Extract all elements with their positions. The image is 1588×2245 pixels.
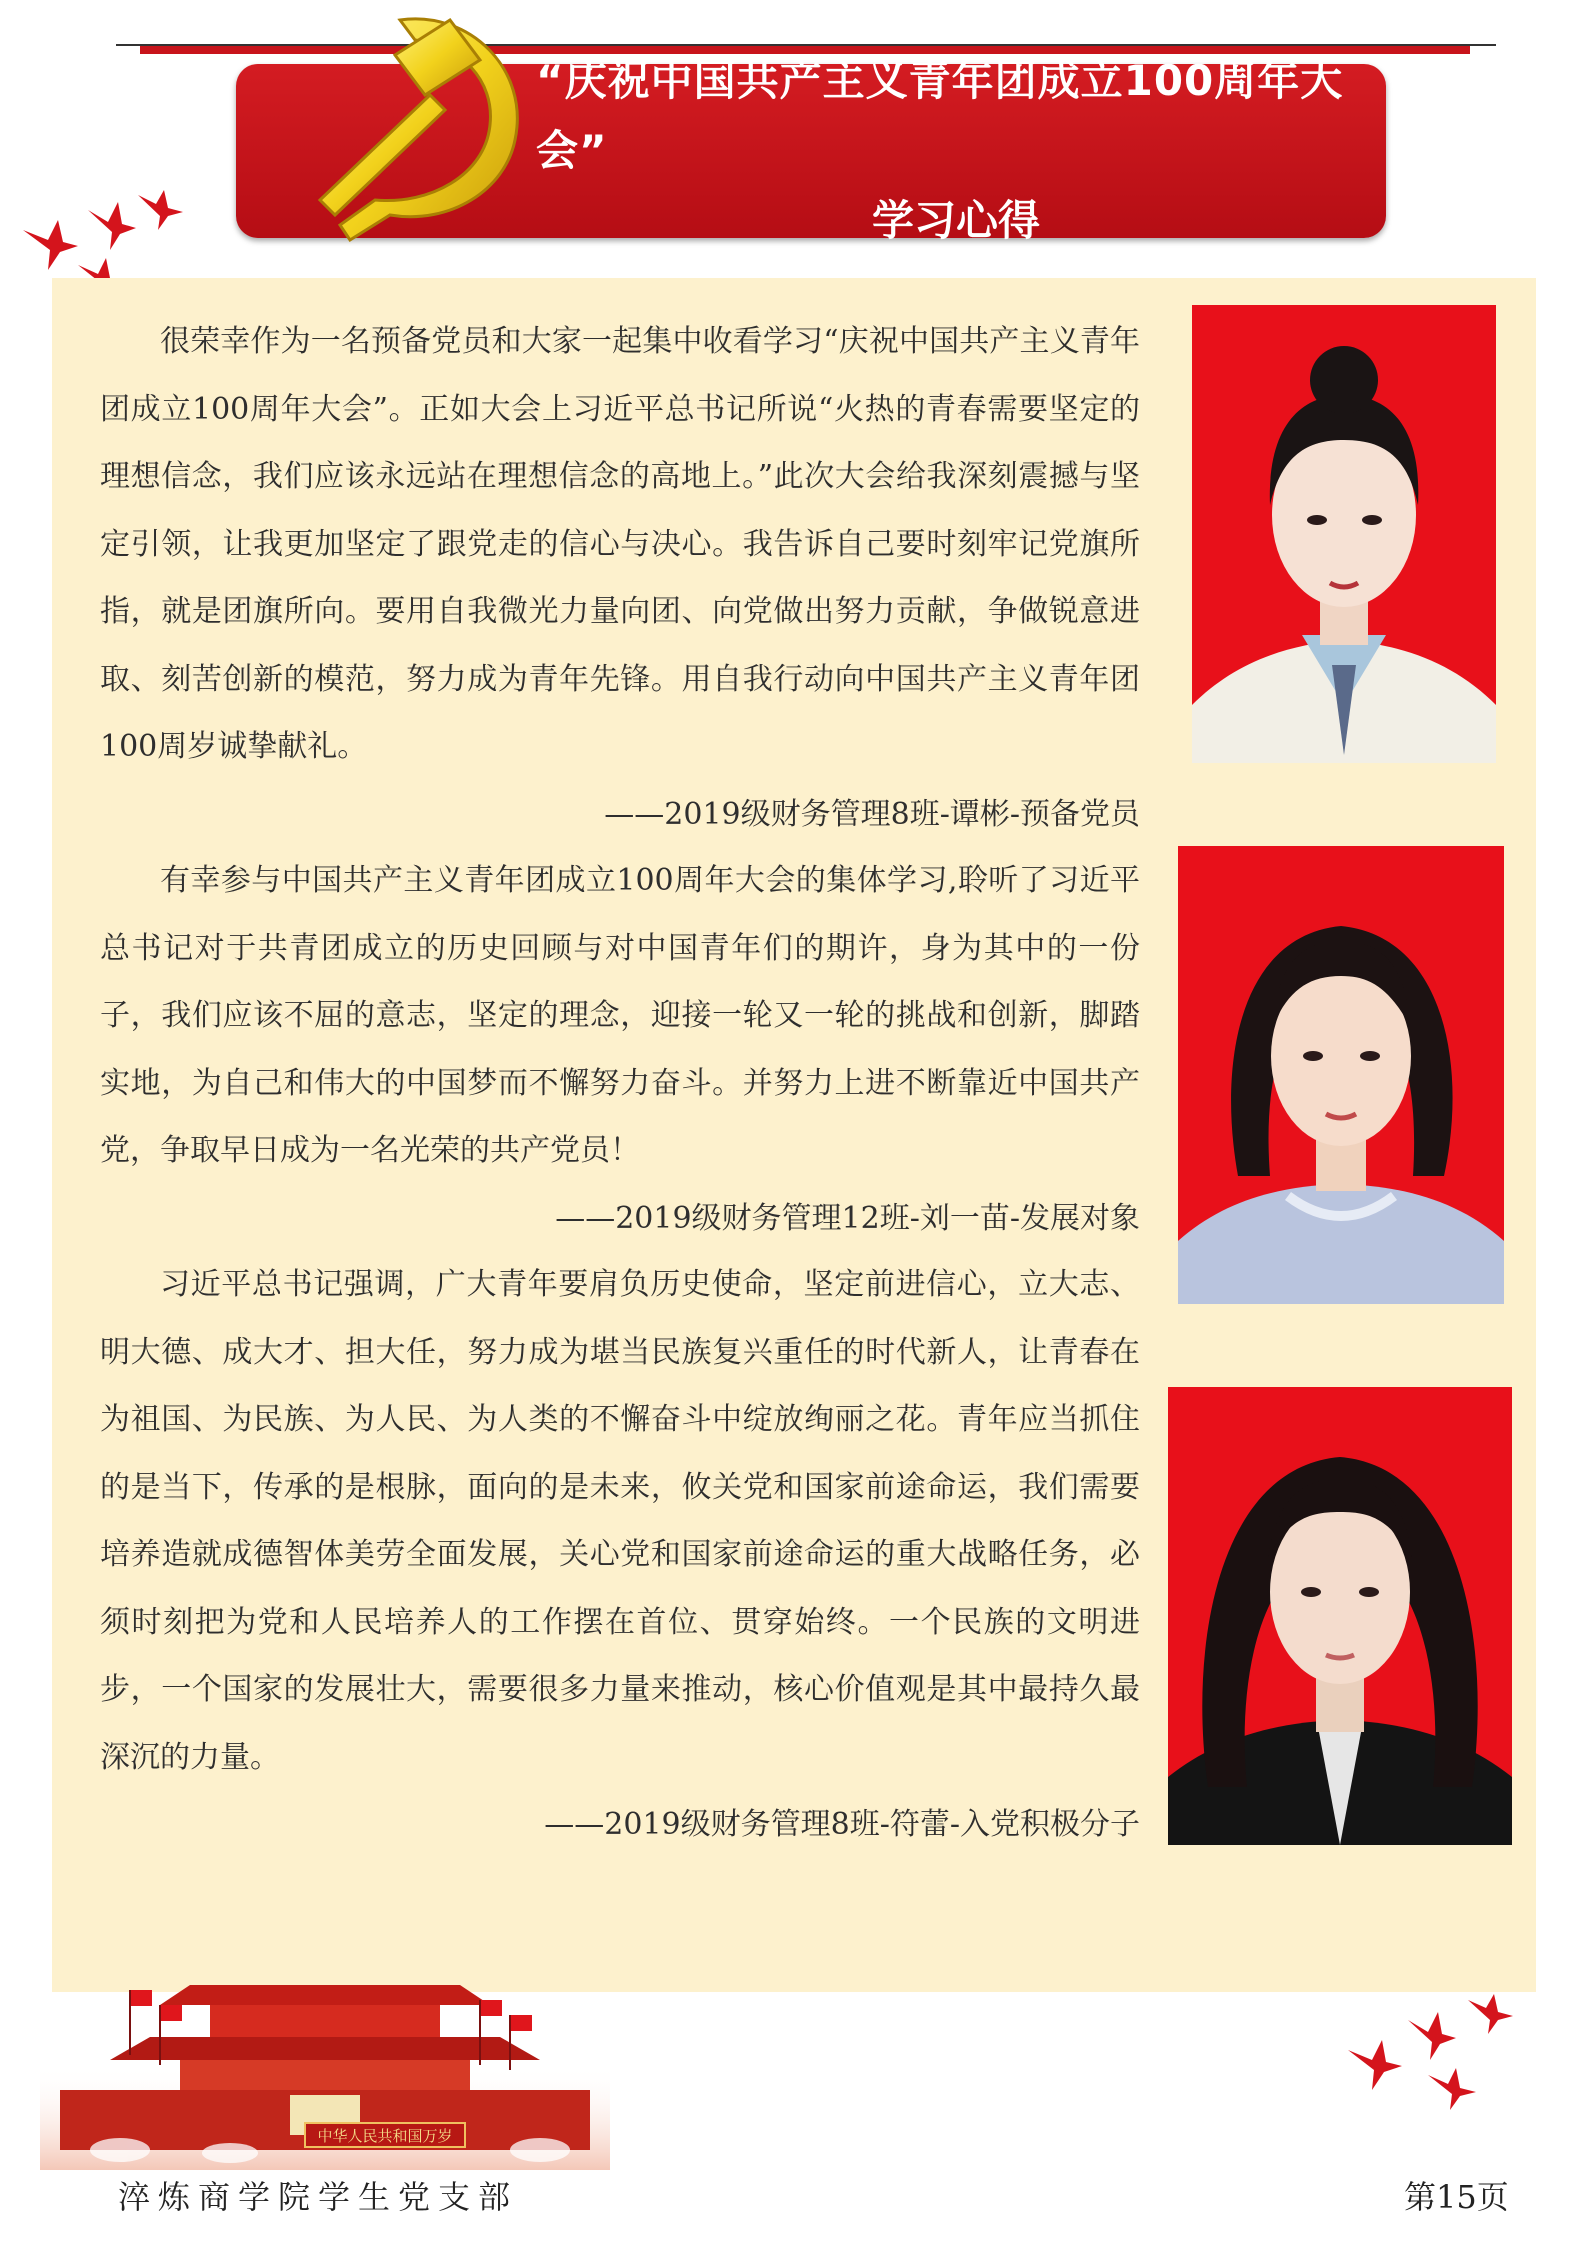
page-subtitle: 学习心得	[871, 196, 1040, 245]
portrait-photo-3	[1168, 1387, 1512, 1845]
essay-paragraph: 习近平总书记强调，广大青年要肩负历史使命，坚定前进信心，立大志、明大德、成大才、担大任，努力成为堪当民族复兴重任的时代新人，让青春在为祖国、为民族、为人民、为人类的不懈奋斗中绽放绚丽之花。青年应当抓住的是当下，传承的是根脉，面向的是未来，攸关党和国家前途命运，我们需要培养造就成德智体美劳全面发展，关心党和国家前途命运的重大战略任务，必须时刻把为党和人民培养人的工作摆在首位、贯穿始终。一个民族的文明进步，一个国家的发展壮大，需要很多力量来推动，核心价值观是其中最持久最深沉的力量。	[100, 1267, 1140, 1775]
portrait-photo-2	[1178, 846, 1504, 1304]
essay-section-2	[100, 847, 1140, 1252]
dove-icon	[1348, 1990, 1518, 2110]
footer-organization: 淬炼商学院学生党支部	[118, 2178, 519, 2216]
essay-section-3	[100, 1251, 1140, 1859]
essay-signature: ——2019级财务管理8班-符蕾-入党积极分子	[544, 1807, 1140, 1842]
tiananmen-gate-icon	[40, 1945, 610, 2170]
essay-section-1	[100, 308, 1140, 848]
page-title: “庆祝中国共产主义青年团成立100周年大会”	[536, 56, 1344, 175]
page-number: 第15页	[1404, 2178, 1509, 2216]
portrait-photo-1	[1192, 305, 1496, 763]
hammer-sickle-icon	[280, 0, 570, 250]
essay-signature: ——2019级财务管理12班-刘一苗-发展对象	[555, 1200, 1140, 1236]
gate-plaque-text: 中华人民共和国万岁	[317, 2127, 453, 2145]
essay-paragraph: 很荣幸作为一名预备党员和大家一起集中收看学习“庆祝中国共产主义青年团成立100周年大会”。正如大会上习近平总书记所说“火热的青春需要坚定的理想信念，我们应该永远站在理想信念的高地上。”此次大会给我深刻震撼与坚定引领，让我更加坚定了跟党走的信心与决心。我告诉自己要时刻牢记党旗所指，就是团旗所向。要用自我微光力量向团、向党做出努力贡献，争做锐意进取、刻苦创新的模范，努力成为青年先锋。用自我行动向中国共产主义青年团100周岁诚挚献礼。	[100, 324, 1140, 764]
essay-paragraph: 有幸参与中国共产主义青年团成立100周年大会的集体学习,聆听了习近平总书记对于共青团成立的历史回顾与对中国青年们的期许，身为其中的一份子，我们应该不屈的意志，坚定的理念，迎接一轮又一轮的挑战和创新，脚踏实地，为自己和伟大的中国梦而不懈努力奋斗。并努力上进不断靠近中国共产党，争取早日成为一名光荣的共产党员！	[100, 863, 1140, 1168]
essay-signature: ——2019级财务管理8班-谭彬-预备党员	[604, 796, 1140, 832]
title-text	[536, 56, 1376, 245]
